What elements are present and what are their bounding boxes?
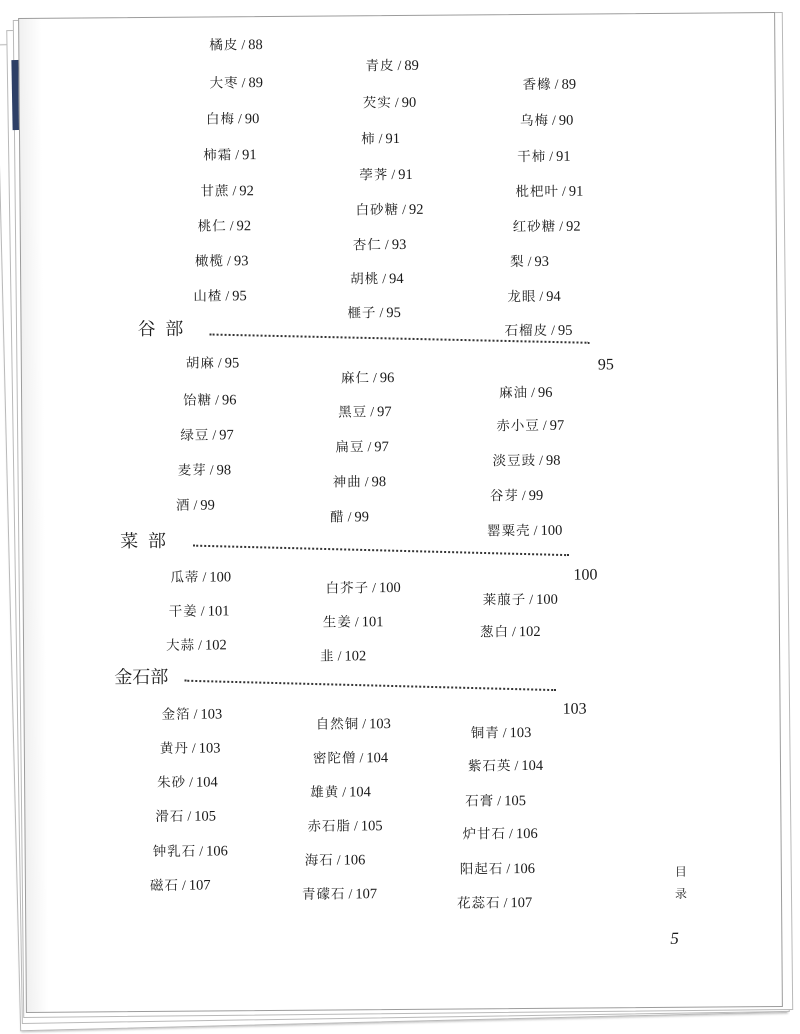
entry-separator: / [384, 238, 389, 254]
entry-name: 香橼 [522, 76, 552, 94]
toc-entry [155, 809, 216, 824]
toc-entry [363, 96, 417, 111]
toc-entry [341, 371, 395, 386]
toc-entry [483, 593, 558, 609]
entry-separator: / [367, 440, 372, 456]
entry-separator: / [529, 592, 534, 608]
toc-entry [180, 428, 234, 443]
entry-name: 山楂 [193, 288, 223, 305]
entry-page: 93 [391, 236, 407, 254]
toc-entry [460, 862, 535, 878]
entry-page: 90 [244, 111, 260, 128]
entry-page: 104 [366, 750, 389, 767]
toc-entry [468, 759, 543, 775]
toc-entry [150, 879, 211, 894]
entry-name: 乌梅 [519, 112, 549, 130]
toc-entry [335, 440, 389, 455]
entry-name: 黑豆 [338, 404, 368, 421]
entry-separator: / [209, 463, 214, 479]
toc-entry [359, 168, 413, 183]
entry-name: 芡实 [362, 95, 392, 112]
entry-page: 105 [194, 808, 217, 825]
toc-entry [313, 751, 388, 767]
toc-entry [169, 604, 230, 619]
entry-page: 106 [343, 852, 366, 869]
toc-entry [162, 707, 223, 722]
entry-page: 89 [404, 57, 419, 74]
entry-page: 99 [200, 497, 215, 514]
toc-entry [356, 203, 424, 219]
entry-name: 荸荠 [359, 167, 389, 184]
side-label-char: 录 [674, 886, 688, 901]
entry-separator: / [342, 785, 347, 801]
entry-name: 雄黄 [310, 784, 340, 801]
entry-separator: / [391, 168, 396, 184]
toc-entry [471, 726, 532, 741]
entry-page: 98 [545, 452, 561, 469]
toc-entry [499, 386, 553, 401]
entry-page: 91 [556, 148, 571, 165]
entry-separator: / [561, 184, 566, 200]
toc-entry [350, 272, 404, 287]
entry-separator: / [551, 113, 556, 129]
toc-entry [353, 238, 407, 253]
section-heading-minerals: 金石部 [114, 666, 169, 689]
entry-name: 梨 [509, 254, 525, 271]
entry-name: 桃仁 [197, 218, 227, 235]
entry-page: 103 [509, 724, 532, 742]
entry-separator: / [232, 184, 237, 200]
entry-separator: / [372, 371, 377, 387]
page-number: 5 [670, 928, 679, 948]
toc-entry [361, 132, 400, 147]
toc-entry [320, 649, 366, 664]
entry-separator: / [508, 827, 513, 843]
entry-separator: / [527, 254, 532, 270]
toc-entry [523, 78, 577, 93]
toc-entry [487, 524, 562, 540]
section-page-number: 100 [573, 566, 598, 584]
entry-name: 胡桃 [350, 271, 380, 288]
entry-page: 91 [242, 147, 257, 164]
entry-page: 90 [401, 94, 417, 111]
entry-separator: / [382, 272, 387, 288]
entry-name: 葱白 [479, 624, 510, 641]
entry-name: 磁石 [149, 877, 179, 894]
entry-separator: / [559, 219, 564, 235]
entry-separator: / [539, 289, 544, 305]
entry-separator: / [354, 615, 359, 631]
entry-separator: / [551, 323, 556, 339]
entry-separator: / [370, 405, 375, 421]
entry-page: 99 [354, 509, 369, 526]
toc-entry [493, 454, 561, 470]
entry-name: 青礞石 [301, 886, 346, 903]
entry-name: 生姜 [322, 614, 352, 631]
entry-name: 自然铜 [315, 716, 360, 733]
entry-name: 橘皮 [209, 37, 239, 54]
entry-page: 96 [537, 384, 553, 401]
entry-name: 扁豆 [335, 439, 365, 456]
entry-separator: / [549, 149, 554, 165]
entry-name: 大蒜 [165, 637, 196, 654]
toc-entry [457, 896, 532, 912]
entry-name: 密陀僧 [312, 750, 357, 767]
entry-separator: / [193, 707, 198, 723]
entry-separator: / [542, 418, 547, 434]
entry-page: 99 [528, 487, 544, 504]
entry-page: 103 [198, 740, 221, 757]
entry-name: 杏仁 [352, 237, 382, 254]
toc-entry [157, 775, 218, 790]
toc-entry [210, 76, 264, 91]
toc-entry [513, 220, 581, 236]
entry-page: 105 [504, 793, 526, 810]
entry-name: 大枣 [209, 75, 239, 92]
entry-separator: / [197, 638, 202, 654]
entry-name: 瓜蒂 [170, 569, 200, 586]
toc-entry [505, 324, 573, 340]
entry-name: 柿霜 [203, 147, 233, 164]
entry-name: 醋 [329, 509, 345, 526]
toc-entry [198, 219, 252, 234]
entry-page: 102 [344, 648, 367, 665]
entry-name: 榧子 [347, 305, 377, 322]
entry-page: 98 [216, 462, 232, 479]
entry-page: 97 [377, 404, 392, 421]
entry-name: 钟乳石 [152, 843, 197, 860]
entry-name: 麦芽 [177, 462, 207, 479]
entry-page: 101 [361, 614, 384, 631]
entry-separator: / [199, 844, 204, 860]
entry-separator: / [237, 112, 242, 128]
section-page-number: 95 [597, 356, 614, 374]
toc-entry [520, 114, 574, 129]
entry-separator: / [397, 58, 402, 75]
toc-entry [333, 475, 387, 490]
toc-entry [330, 510, 369, 525]
entry-separator: / [347, 510, 352, 526]
entry-name: 甘蔗 [200, 183, 230, 200]
entry-name: 罂粟壳 [487, 522, 531, 540]
entry-separator: / [337, 649, 342, 665]
entry-separator: / [359, 751, 364, 767]
entry-separator: / [533, 523, 538, 539]
toc-entry [480, 625, 541, 640]
entry-page: 92 [408, 201, 424, 218]
entry-name: 韭 [320, 648, 335, 665]
entry-page: 95 [224, 355, 240, 372]
section-heading-grain: 谷 部 [137, 318, 186, 341]
entry-separator: / [200, 604, 205, 620]
entry-name: 淡豆豉 [492, 452, 537, 470]
toc-entry [305, 853, 366, 868]
entry-page: 94 [546, 288, 561, 305]
entry-name: 金箔 [161, 706, 191, 723]
entry-page: 104 [349, 784, 371, 801]
entry-name: 紫石英 [467, 758, 512, 775]
toc-entry [302, 887, 377, 903]
entry-name: 枇杷叶 [515, 183, 560, 201]
entry-page: 106 [205, 843, 228, 860]
entry-name: 白砂糖 [355, 202, 400, 219]
entry-name: 滑石 [155, 808, 185, 825]
entry-page: 103 [368, 716, 391, 733]
toc-entry [465, 794, 526, 809]
entry-name: 绿豆 [180, 427, 210, 444]
entry-page: 104 [521, 757, 544, 775]
toc-entry [326, 581, 401, 597]
entry-separator: / [394, 96, 399, 112]
running-header-vertical [674, 861, 688, 905]
entry-name: 朱砂 [157, 774, 187, 791]
entry-name: 青皮 [365, 58, 395, 75]
entry-name: 干柿 [517, 148, 547, 166]
entry-separator: / [212, 428, 217, 444]
entry-page: 96 [379, 370, 395, 387]
entry-separator: / [348, 887, 353, 903]
entry-name: 饴糖 [183, 392, 213, 409]
entry-name: 酒 [175, 497, 191, 514]
entry-separator: / [531, 385, 536, 401]
toc-entry [517, 150, 571, 165]
entry-name: 赤小豆 [496, 417, 540, 435]
entry-page: 95 [557, 322, 573, 339]
entry-name: 石榴皮 [504, 322, 549, 340]
entry-name: 红砂糖 [512, 218, 557, 236]
entry-page: 101 [207, 603, 230, 620]
entry-separator: / [514, 759, 519, 775]
entry-page: 95 [386, 304, 401, 322]
toc-entry [307, 819, 382, 835]
entry-name: 麻油 [499, 384, 529, 402]
entry-page: 98 [371, 474, 387, 491]
entry-name: 白芥子 [325, 580, 370, 597]
toc-entry [183, 393, 237, 408]
toc-entry [153, 844, 228, 860]
toc-entry [203, 148, 257, 163]
entry-name: 石膏 [465, 793, 495, 810]
entry-page: 89 [248, 75, 264, 92]
toc-entry [462, 827, 537, 843]
entry-separator: / [372, 581, 377, 597]
entry-separator: / [336, 853, 341, 869]
entry-page: 95 [232, 288, 247, 305]
entry-page: 107 [510, 894, 533, 912]
entry-separator: / [217, 356, 222, 372]
entry-page: 94 [388, 270, 404, 288]
entry-separator: / [378, 132, 383, 148]
entry-separator: / [193, 498, 198, 514]
entry-separator: / [402, 202, 407, 218]
entry-separator: / [502, 726, 507, 742]
toc-entry [195, 254, 249, 269]
entry-page: 102 [204, 637, 227, 654]
entry-name: 龙眼 [507, 288, 537, 306]
entry-page: 106 [513, 860, 536, 878]
entry-separator: / [379, 306, 384, 322]
entry-separator: / [202, 570, 207, 586]
entry-separator: / [241, 38, 246, 54]
entry-name: 黄丹 [159, 740, 189, 757]
entry-page: 88 [248, 37, 263, 54]
entry-page: 93 [233, 253, 249, 270]
entry-separator: / [241, 76, 246, 92]
entry-name: 赤石脂 [307, 818, 352, 835]
toc-entry [170, 570, 231, 585]
toc-entry [209, 38, 263, 53]
entry-separator: / [554, 77, 559, 93]
entry-page: 92 [236, 218, 252, 235]
entry-separator: / [506, 862, 511, 878]
section-page-number: 103 [562, 700, 587, 718]
entry-page: 97 [374, 439, 389, 456]
entry-page: 107 [188, 877, 211, 894]
entry-separator: / [226, 254, 231, 270]
toc-entry [166, 638, 227, 653]
entry-page: 103 [200, 706, 223, 723]
entry-page: 102 [518, 623, 541, 641]
entry-page: 105 [360, 818, 383, 835]
entry-name: 神曲 [332, 474, 362, 491]
entry-page: 92 [566, 218, 581, 235]
entry-page: 97 [549, 417, 565, 434]
entry-page: 92 [239, 183, 254, 200]
entry-name: 胡麻 [185, 355, 215, 372]
side-label-char: 目 [674, 864, 687, 879]
toc-entry [206, 112, 260, 127]
entry-separator: / [539, 453, 544, 469]
entry-name: 柿 [361, 131, 376, 148]
entry-page: 91 [385, 130, 401, 148]
toc-entry [507, 290, 561, 305]
entry-page: 100 [378, 580, 401, 597]
toc-entry [178, 463, 232, 478]
entry-name: 海石 [304, 852, 334, 869]
entry-separator: / [225, 289, 230, 305]
toc-entry [323, 615, 384, 630]
entry-separator: / [215, 393, 220, 409]
toc-entry [200, 184, 254, 199]
entry-page: 100 [536, 591, 558, 608]
toc-entry [316, 717, 391, 733]
dot-leader [193, 545, 569, 557]
entry-name: 炉甘石 [462, 826, 507, 843]
entry-name: 干姜 [168, 603, 198, 620]
entry-separator: / [189, 775, 194, 791]
entry-name: 白梅 [205, 111, 235, 128]
entry-page: 91 [568, 183, 584, 200]
toc-entry [347, 306, 401, 321]
entry-name: 花蕊石 [457, 895, 501, 912]
entry-page: 91 [398, 166, 413, 184]
toc-page [18, 12, 783, 1013]
entry-separator: / [353, 819, 358, 835]
entry-separator: / [511, 625, 516, 641]
entry-page: 100 [540, 522, 563, 539]
toc-entry [176, 498, 215, 513]
toc-entry [310, 785, 371, 800]
entry-separator: / [362, 717, 367, 733]
toc-entry [365, 59, 419, 74]
dot-leader [184, 680, 556, 691]
entry-name: 橄榄 [194, 253, 225, 270]
toc-entry [160, 741, 221, 756]
entry-page: 107 [355, 886, 378, 903]
entry-separator: / [187, 809, 192, 825]
toc-entry [193, 289, 247, 304]
toc-entry [496, 419, 564, 435]
entry-page: 106 [515, 825, 538, 843]
entry-separator: / [503, 896, 508, 912]
toc-entry [515, 185, 583, 201]
entry-name: 谷芽 [489, 488, 519, 505]
entry-page: 89 [561, 76, 577, 93]
toc-entry [510, 255, 549, 270]
entry-name: 阳起石 [459, 861, 504, 878]
entry-page: 96 [221, 392, 237, 409]
entry-separator: / [235, 148, 240, 164]
entry-page: 104 [195, 774, 218, 791]
toc-entry [186, 356, 240, 371]
entry-separator: / [181, 878, 186, 894]
entry-separator: / [521, 489, 526, 505]
entry-name: 麻仁 [340, 370, 371, 387]
entry-page: 100 [209, 569, 232, 586]
entry-name: 铜青 [470, 725, 500, 742]
entry-page: 90 [558, 112, 574, 129]
toc-entry [490, 489, 544, 504]
entry-separator: / [191, 741, 196, 757]
toc-entry [338, 405, 392, 420]
entry-page: 93 [534, 253, 549, 270]
entry-page: 97 [219, 427, 234, 444]
entry-separator: / [497, 794, 502, 810]
entry-separator: / [229, 219, 234, 235]
section-heading-vegetables: 菜 部 [120, 530, 169, 553]
entry-separator: / [364, 475, 369, 491]
entry-name: 莱菔子 [482, 592, 527, 609]
